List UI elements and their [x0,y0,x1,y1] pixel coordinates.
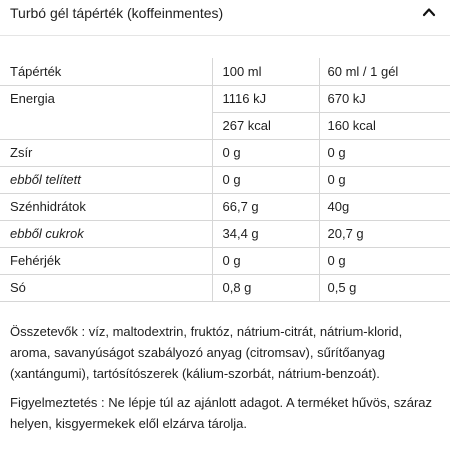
row-value-per-100ml: 0 g [212,139,319,166]
table-row [0,247,450,274]
table-row [0,274,450,301]
row-label: ebből telített [0,166,212,193]
row-value-per-gel: 0 g [319,166,450,193]
row-value-per-100ml: 34,4 g [212,220,319,247]
row-label: Zsír [0,139,212,166]
table-header-row [0,58,450,85]
ingredients-text: Összetevők : víz, maltodextrin, fruktóz, nátrium-citrát, nátrium-klorid, aroma, savanyúságot szabályozó anyag (citromsav), sűrítőanyag (xantángumi), tartósítószerek (kálium-szorbát, nátrium-benzoát). [10,324,403,381]
row-label: Só [0,274,212,301]
warning-text: Figyelmeztetés : Ne lépje túl az ajánlott adagot. A terméket hűvös, száraz helyen, kisgyermekek elől elzárva tárolja. [10,395,432,431]
row-value-per-gel: 40g [319,193,450,220]
row-label [0,112,212,139]
table-row [0,193,450,220]
row-value-per-gel: 0 g [319,139,450,166]
table-row [0,85,450,112]
column-header-nutrient: Tápérték [0,58,212,85]
row-value-per-gel: 160 kcal [319,112,450,139]
row-label: ebből cukrok [0,220,212,247]
row-value-per-100ml: 0 g [212,166,319,193]
row-label: Fehérjék [0,247,212,274]
table-row [0,166,450,193]
row-label: Szénhidrátok [0,193,212,220]
column-header-per-100ml: 100 ml [212,58,319,85]
row-value-per-100ml: 0,8 g [212,274,319,301]
row-value-per-100ml: 0 g [212,247,319,274]
chevron-up-icon[interactable] [420,5,438,19]
row-value-per-100ml: 1116 kJ [212,85,319,112]
row-value-per-gel: 0,5 g [319,274,450,301]
table-row [0,139,450,166]
accordion-title: Turbó gél tápérték (koffeinmentes) [10,5,224,21]
row-value-per-gel: 670 kJ [319,85,450,112]
accordion-header[interactable] [0,0,450,36]
column-header-per-gel: 60 ml / 1 gél [319,58,450,85]
row-label: Energia [0,85,212,112]
table-row [0,220,450,247]
row-value-per-100ml: 66,7 g [212,193,319,220]
nutrition-table [0,58,450,302]
table-row [0,112,450,139]
row-value-per-100ml: 267 kcal [212,112,319,139]
row-value-per-gel: 20,7 g [319,220,450,247]
row-value-per-gel: 0 g [319,247,450,274]
